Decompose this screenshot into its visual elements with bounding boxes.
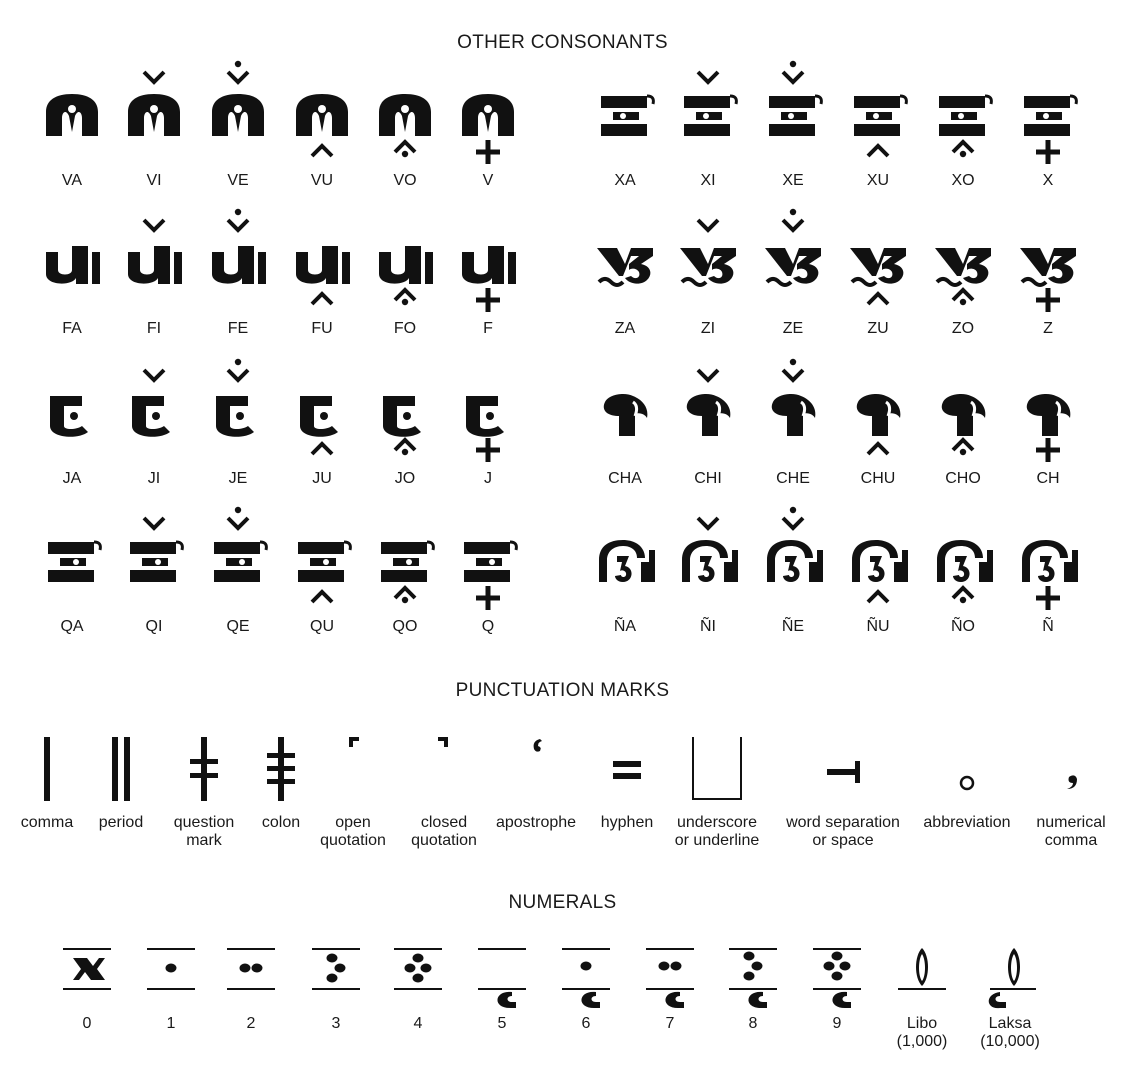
comma-high-icon xyxy=(506,737,566,803)
consonant-label: ZI xyxy=(700,320,716,337)
v-arch-glyph-icon xyxy=(208,60,268,170)
q-bars-glyph-icon xyxy=(124,506,184,616)
consonant-label: CHA xyxy=(608,470,642,487)
x-bars-glyph-icon xyxy=(595,60,655,170)
consonant-label: Z xyxy=(1043,320,1053,337)
closed-corner-icon xyxy=(414,737,474,803)
consonant-cell xyxy=(27,506,117,616)
consonant-label: QE xyxy=(226,618,250,635)
consonant-label: VU xyxy=(310,172,334,189)
punctuation-label: underscore or underline xyxy=(674,814,760,849)
punctuation-label: colon xyxy=(261,814,301,831)
numeral-label: 3 xyxy=(331,1015,341,1032)
numeral-label: 8 xyxy=(748,1015,758,1032)
numeral-label: Laksa (10,000) xyxy=(980,1015,1040,1050)
double-bar-icon xyxy=(91,737,151,803)
consonant-cell xyxy=(277,506,367,616)
c-6-numeral-icon xyxy=(556,948,616,1010)
consonant-cell xyxy=(748,358,838,468)
consonant-cell xyxy=(663,208,753,318)
double-dash-icon xyxy=(597,737,657,803)
j-hook-glyph-icon xyxy=(375,358,435,468)
consonant-label: J xyxy=(484,470,492,487)
numeral-label: 0 xyxy=(82,1015,92,1032)
consonant-label: QO xyxy=(392,618,418,635)
c-8-numeral-icon xyxy=(723,948,783,1010)
f-hook-glyph-icon xyxy=(458,208,518,318)
punctuation-label: comma xyxy=(20,814,74,831)
ny-arch-glyph-icon xyxy=(678,506,738,616)
consonant-cell xyxy=(918,358,1008,468)
numeral-label: Libo (1,000) xyxy=(896,1015,948,1050)
f-hook-glyph-icon xyxy=(42,208,102,318)
numeral-label: 5 xyxy=(497,1015,507,1032)
j-hook-glyph-icon xyxy=(208,358,268,468)
x-bars-glyph-icon xyxy=(848,60,908,170)
consonant-cell xyxy=(833,358,923,468)
ch-flag-glyph-icon xyxy=(678,358,738,468)
consonant-cell xyxy=(833,208,923,318)
consonant-label: JI xyxy=(147,470,161,487)
v-arch-glyph-icon xyxy=(458,60,518,170)
dots-2-numeral-icon xyxy=(221,948,281,1010)
section-title-consonants: OTHER CONSONANTS xyxy=(457,32,668,53)
consonant-cell xyxy=(27,358,117,468)
consonant-cell xyxy=(918,60,1008,170)
consonant-label: CHE xyxy=(776,470,810,487)
consonant-cell xyxy=(748,506,838,616)
consonant-label: V xyxy=(482,172,494,189)
consonant-label: ZO xyxy=(951,320,975,337)
consonant-label: XO xyxy=(951,172,975,189)
numeral-label: 7 xyxy=(665,1015,675,1032)
consonant-cell xyxy=(663,60,753,170)
consonant-cell xyxy=(277,60,367,170)
cup-icon xyxy=(687,737,747,803)
ch-flag-glyph-icon xyxy=(933,358,993,468)
consonant-label: FO xyxy=(393,320,417,337)
consonant-cell xyxy=(443,60,533,170)
consonant-label: CHU xyxy=(860,470,896,487)
consonant-label: ZE xyxy=(782,320,804,337)
laksa-numeral-icon xyxy=(980,948,1040,1010)
f-hook-glyph-icon xyxy=(124,208,184,318)
consonant-label: VO xyxy=(393,172,417,189)
punctuation-label: abbreviation xyxy=(923,814,1011,831)
dots-3-numeral-icon xyxy=(306,948,366,1010)
q-bars-glyph-icon xyxy=(458,506,518,616)
consonant-label: Q xyxy=(481,618,495,635)
x-bars-glyph-icon xyxy=(678,60,738,170)
consonant-label: F xyxy=(483,320,493,337)
consonant-label: XI xyxy=(700,172,716,189)
ny-arch-glyph-icon xyxy=(763,506,823,616)
consonant-label: CH xyxy=(1036,470,1060,487)
consonant-cell xyxy=(277,358,367,468)
comma-low-icon xyxy=(1041,737,1101,803)
punctuation-label: open quotation xyxy=(320,814,386,849)
x-bars-glyph-icon xyxy=(763,60,823,170)
numeral-label: 2 xyxy=(246,1015,256,1032)
consonant-label: ÑU xyxy=(866,618,890,635)
consonant-cell xyxy=(580,60,670,170)
bar-two-cross-icon xyxy=(174,737,234,803)
ch-flag-glyph-icon xyxy=(595,358,655,468)
section-title-punctuation: PUNCTUATION MARKS xyxy=(455,680,670,701)
consonant-label: ÑA xyxy=(613,618,637,635)
ch-flag-glyph-icon xyxy=(763,358,823,468)
libo-numeral-icon xyxy=(892,948,952,1010)
consonant-cell xyxy=(193,506,283,616)
x-mark-numeral-icon xyxy=(57,948,117,1010)
q-bars-glyph-icon xyxy=(208,506,268,616)
dots-1-numeral-icon xyxy=(141,948,201,1010)
consonant-label: CHO xyxy=(945,470,981,487)
single-bar-icon xyxy=(17,737,77,803)
q-bars-glyph-icon xyxy=(375,506,435,616)
consonant-cell xyxy=(109,208,199,318)
consonant-label: QU xyxy=(310,618,334,635)
consonant-cell xyxy=(193,358,283,468)
consonant-cell xyxy=(360,60,450,170)
consonant-label: ÑO xyxy=(951,618,975,635)
consonant-cell xyxy=(443,358,533,468)
z-three-glyph-icon xyxy=(1018,208,1078,318)
punctuation-label: apostrophe xyxy=(495,814,577,831)
numeral-label: 6 xyxy=(581,1015,591,1032)
numeral-label: 4 xyxy=(413,1015,423,1032)
q-bars-glyph-icon xyxy=(292,506,352,616)
j-hook-glyph-icon xyxy=(292,358,352,468)
consonant-label: JE xyxy=(228,470,248,487)
consonant-cell xyxy=(360,208,450,318)
ch-flag-glyph-icon xyxy=(1018,358,1078,468)
consonant-label: FU xyxy=(311,320,333,337)
consonant-label: Ñ xyxy=(1042,618,1054,635)
x-bars-glyph-icon xyxy=(933,60,993,170)
consonant-cell xyxy=(663,358,753,468)
x-bars-glyph-icon xyxy=(1018,60,1078,170)
consonant-label: VI xyxy=(146,172,162,189)
z-three-glyph-icon xyxy=(595,208,655,318)
consonant-cell xyxy=(748,208,838,318)
c-7-numeral-icon xyxy=(640,948,700,1010)
consonant-label: QA xyxy=(60,618,84,635)
consonant-cell xyxy=(443,208,533,318)
consonant-label: QI xyxy=(145,618,163,635)
consonant-cell xyxy=(1003,60,1093,170)
consonant-label: ZA xyxy=(614,320,636,337)
consonant-label: ZU xyxy=(867,320,889,337)
consonant-label: FA xyxy=(62,320,82,337)
consonant-cell xyxy=(27,60,117,170)
ny-arch-glyph-icon xyxy=(933,506,993,616)
consonant-cell xyxy=(1003,506,1093,616)
consonant-label: FE xyxy=(227,320,249,337)
v-arch-glyph-icon xyxy=(124,60,184,170)
punctuation-label: closed quotation xyxy=(411,814,477,849)
consonant-cell xyxy=(748,60,838,170)
punctuation-label: hyphen xyxy=(600,814,654,831)
j-hook-glyph-icon xyxy=(124,358,184,468)
consonant-label: FI xyxy=(146,320,162,337)
consonant-label: JU xyxy=(312,470,332,487)
numeral-label: 9 xyxy=(832,1015,842,1032)
consonant-cell xyxy=(1003,358,1093,468)
consonant-label: XE xyxy=(782,172,804,189)
consonant-cell xyxy=(443,506,533,616)
consonant-cell xyxy=(109,506,199,616)
consonant-label: JO xyxy=(394,470,416,487)
consonant-cell xyxy=(833,506,923,616)
j-hook-glyph-icon xyxy=(42,358,102,468)
consonant-label: VA xyxy=(61,172,83,189)
consonant-cell xyxy=(580,506,670,616)
z-three-glyph-icon xyxy=(933,208,993,318)
consonant-cell xyxy=(109,358,199,468)
consonant-cell xyxy=(580,358,670,468)
punctuation-label: question mark xyxy=(173,814,235,849)
v-arch-glyph-icon xyxy=(292,60,352,170)
f-hook-glyph-icon xyxy=(208,208,268,318)
v-arch-glyph-icon xyxy=(42,60,102,170)
t-side-icon xyxy=(813,737,873,803)
punctuation-label: period xyxy=(98,814,144,831)
section-title-numerals: NUMERALS xyxy=(508,892,617,913)
consonant-label: ÑE xyxy=(781,618,805,635)
ch-flag-glyph-icon xyxy=(848,358,908,468)
consonant-label: X xyxy=(1042,172,1054,189)
j-hook-glyph-icon xyxy=(458,358,518,468)
ny-arch-glyph-icon xyxy=(595,506,655,616)
dots-4-numeral-icon xyxy=(388,948,448,1010)
consonant-label: CHI xyxy=(694,470,722,487)
consonant-label: ÑI xyxy=(700,618,716,635)
ring-icon xyxy=(937,737,997,803)
consonant-cell xyxy=(109,60,199,170)
v-arch-glyph-icon xyxy=(375,60,435,170)
consonant-cell xyxy=(360,506,450,616)
ny-arch-glyph-icon xyxy=(848,506,908,616)
consonant-cell xyxy=(580,208,670,318)
consonant-cell xyxy=(663,506,753,616)
consonant-cell xyxy=(1003,208,1093,318)
q-bars-glyph-icon xyxy=(42,506,102,616)
consonant-cell xyxy=(277,208,367,318)
punctuation-label: numerical comma xyxy=(1036,814,1106,849)
consonant-cell xyxy=(360,358,450,468)
ny-arch-glyph-icon xyxy=(1018,506,1078,616)
consonant-label: XU xyxy=(866,172,890,189)
c-9-numeral-icon xyxy=(807,948,867,1010)
consonant-label: JA xyxy=(62,470,82,487)
consonant-label: VE xyxy=(227,172,249,189)
consonant-cell xyxy=(833,60,923,170)
numeral-label: 1 xyxy=(166,1015,176,1032)
z-three-glyph-icon xyxy=(763,208,823,318)
consonant-cell xyxy=(193,60,283,170)
consonant-cell xyxy=(918,506,1008,616)
f-hook-glyph-icon xyxy=(292,208,352,318)
bar-three-cross-icon xyxy=(251,737,311,803)
consonant-label: XA xyxy=(614,172,636,189)
f-hook-glyph-icon xyxy=(375,208,435,318)
open-corner-icon xyxy=(323,737,383,803)
c-5-numeral-icon xyxy=(472,948,532,1010)
consonant-cell xyxy=(918,208,1008,318)
consonant-cell xyxy=(193,208,283,318)
consonant-cell xyxy=(27,208,117,318)
punctuation-label: word separation or space xyxy=(786,814,900,849)
z-three-glyph-icon xyxy=(848,208,908,318)
z-three-glyph-icon xyxy=(678,208,738,318)
